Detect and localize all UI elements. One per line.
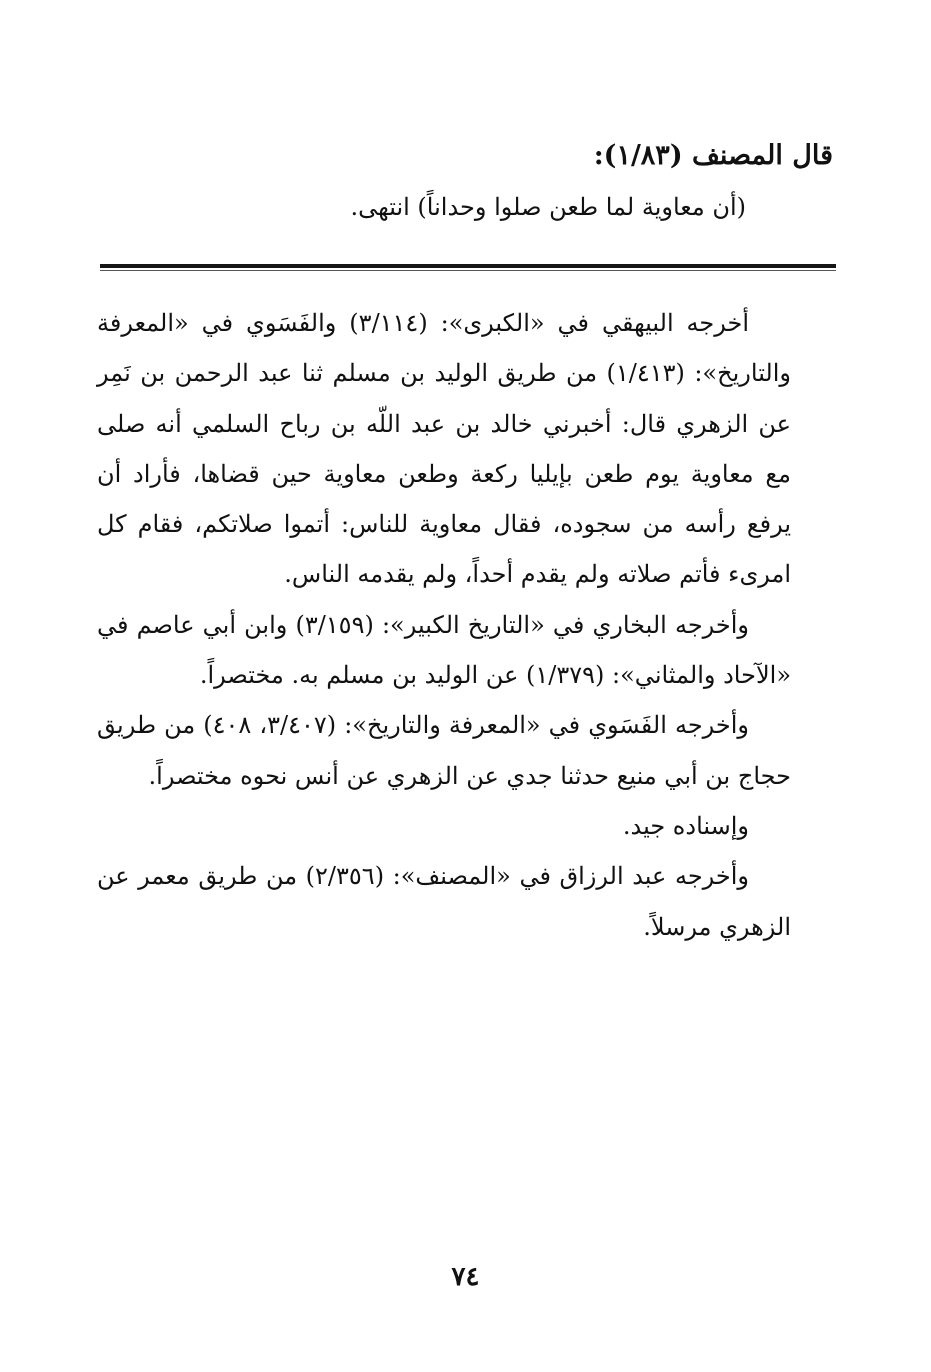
paragraph-bayhaqi: أخرجه البيهقي في «الكبرى»: (٣/١١٤) والفَسَوي في «المعرفة والتاريخ»: (١/٤١٣) من طريق الوليد بن مسلم ثنا عبد الرحمن بن نَمِر عن الزهري قال: أخبرني خالد بن عبد اللّه بن رباح السلمي أنه صلى مع معاوية يوم طعن بإيليا ركعة وطعن معاوية حين قضاها، فأراد أن يرفع رأسه من سجوده، فقال معاوية للناس: أتموا صلاتكم، فقام كل امرىء فأتم صلاته ولم يقدم أحداً، ولم يقدمه الناس. [97,309,792,589]
commentary-body [97,298,791,952]
paragraph-abdulrazzaq: وأخرجه عبد الرزاق في «المصنف»: (٢/٣٥٦) من طريق معمر عن الزهري مرسلاً. [97,862,791,941]
divider-thick [100,264,836,268]
page-number: ٧٤ [451,1262,480,1292]
paragraph-fasawi: وأخرجه الفَسَوي في «المعرفة والتاريخ»: (٣/٤٠٧، ٤٠٨) من طريق حجاج بن أبي منيع حدثنا جدي عن الزهري عن أنس نحوه مختصراً. [97,711,791,790]
paragraph-isnad: وإسناده جيد. [622,811,749,840]
divider-thin [100,270,836,271]
section-heading: قال المصنف (١/٨٣): [593,140,833,171]
quoted-text: (أن معاوية لما طعن صلوا وحداناً) انتهى. [350,193,746,221]
paragraph-bukhari: وأخرجه البخاري في «التاريخ الكبير»: (٣/١٥٩) وابن أبي عاصم في «الآحاد والمثاني»: (١/٣٧٩) عن الوليد بن مسلم به. مختصراً. [97,610,791,690]
